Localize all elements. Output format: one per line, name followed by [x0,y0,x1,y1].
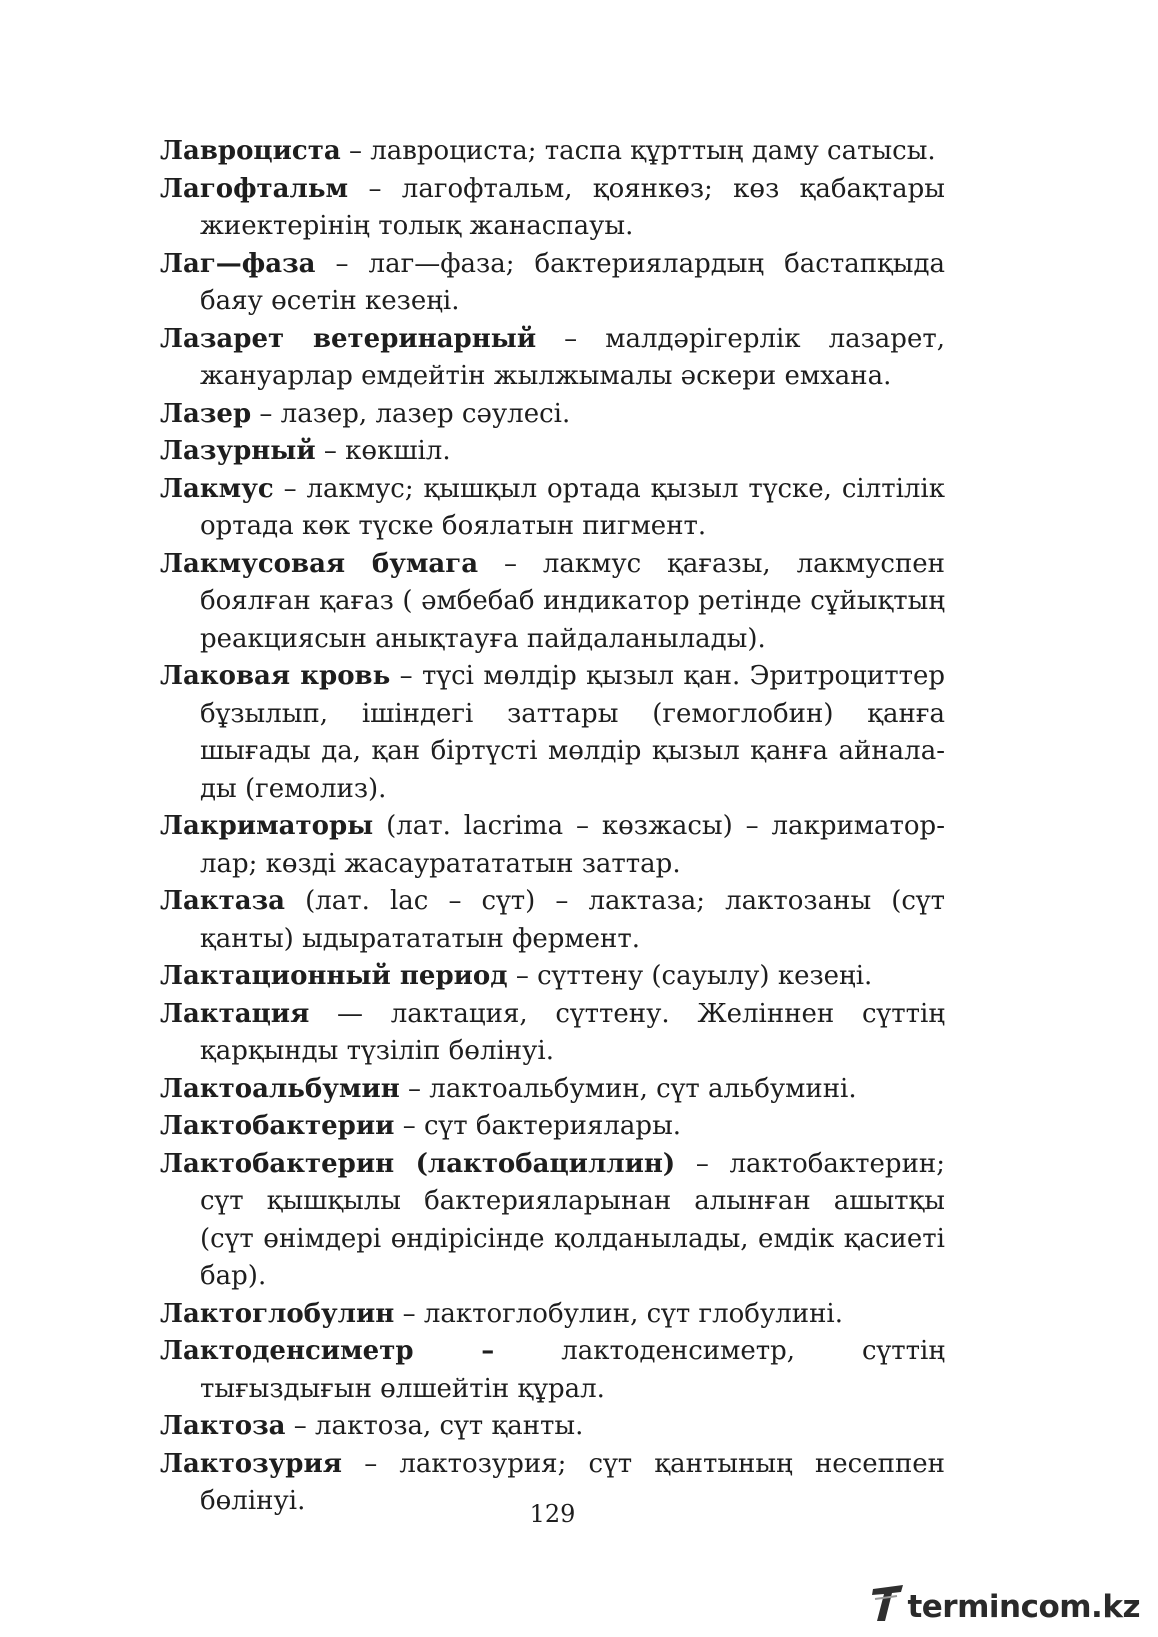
dictionary-entry [160,1108,945,1146]
entry-term: Лактоальбумин [160,1073,400,1104]
watermark-logo [871,1579,1140,1623]
dictionary-entry [160,1333,945,1408]
entry-definition: – лакмус; қышқыл ортада қызыл түске, сілтілік ортада көк түске боялатын пигмент. [200,473,945,541]
entry-term: Лакриматоры [160,811,374,841]
page-number: 129 [529,1500,576,1528]
entry-term: Лазер [160,398,252,429]
entry-term: Лазарет ветеринарный [160,323,537,354]
entry-definition: – лактоглобулин, сүт глобулині. [394,1298,843,1329]
entry-definition: – лактозурия; сүт қантының несеппен бөлінуі. [200,1448,945,1516]
entry-term: Лактоза [160,1411,286,1441]
dictionary-entry [160,958,945,996]
entry-term: Лаковая кровь [160,661,391,691]
dictionary-page [160,133,945,1521]
dictionary-entry [160,658,945,808]
dictionary-entry [160,471,945,546]
dictionary-entry [160,546,945,659]
entry-term: Лакмус [160,473,274,504]
entry-definition: (лат. lac – сүт) – лактаза; лактозаны (сүт қанты) ыдыратататын фермент. [200,886,945,954]
entry-term: Лактоденсиметр – [160,1336,495,1366]
dictionary-entry [160,433,945,471]
dictionary-entry [160,1408,945,1446]
entry-definition: – лактобактерин; сүт қышқылы бактерияларынан алынған ашытқы (сүт өнімдері өндірісінде қолданылады, емдік қасиеті бар). [200,1148,945,1291]
entry-definition: – лазер, лазер сәулесі. [251,398,571,429]
entry-definition: — лактация, сүттену. Желіннен сүттің қарқынды түзіліп бөлінуі. [200,998,945,1066]
entry-definition: – лактоальбумин, сүт альбумині. [399,1073,857,1104]
dictionary-entry [160,246,945,321]
entry-term: Лактоглобулин [160,1298,395,1329]
entry-term: Лаг—фаза [160,248,316,279]
entry-term: Лавроциста [160,136,341,166]
entry-term: Лакмусовая бумага [160,548,479,579]
entry-definition: – сүт бактериялары. [394,1111,682,1141]
entry-definition: – сүттену (сауылу) кезеңі. [507,961,873,991]
entry-term: Лазурный [160,436,316,466]
dictionary-entry [160,171,945,246]
dictionary-entry [160,1146,945,1296]
entry-term: Лактобактерии [160,1111,395,1141]
entry-definition: – малдәрігерлік лазарет, жануарлар емдейтін жылжымалы әскери емхана. [200,323,945,391]
dictionary-entry [160,996,945,1071]
dictionary-entry [160,1296,945,1334]
entry-definition: – лакмус қағазы, лакмуспен боялған қағаз ( әмбебаб индикатор ретінде сұйықтың реакциясын анықтауға пайдаланылады). [200,548,945,654]
entry-term: Лактация [160,998,310,1029]
dictionary-entry [160,133,945,171]
termincom-logo-mark-icon [871,1583,905,1623]
dictionary-entry [160,808,945,883]
watermark-text: termincom.kz [907,1589,1140,1625]
entry-definition: – лаг—фаза; бактериялардың бастапқыда баяу өсетін кезеңі. [200,248,945,316]
entry-term: Лактационный период [160,961,508,991]
dictionary-entry [160,321,945,396]
dictionary-entry [160,396,945,434]
entry-term: Лагофтальм [160,173,349,204]
entry-term: Лактобактерин (лактобациллин) [160,1148,676,1179]
entry-definition: – түсі мөлдір қызыл қан. Эритроциттер бұзылып, ішіндегі заттары (гемоглобин) қанға шығады да, қан біртүсті мөлдір қызыл қанға айналады (гемолиз). [200,661,945,804]
dictionary-entry [160,883,945,958]
entry-term: Лактаза [160,886,286,916]
entry-definition: – лавроциста; таспа құрттың даму сатысы. [340,136,936,166]
dictionary-entry [160,1071,945,1109]
entry-definition: (лат. lacrima – көзжасы) – лакриматорлар; көзді жасауратататын заттар. [200,811,945,879]
entry-definition: – лактоза, сүт қанты. [285,1411,584,1441]
entry-definition: лактоденсиметр, сүттің тығыздығын өлшейтін құрал. [200,1336,945,1404]
entry-term: Лактозурия [160,1448,342,1479]
entry-definition: – лагофтальм, қоянкөз; көз қабақтары жиектерінің толық жанаспауы. [200,173,945,241]
entry-definition: – көкшіл. [315,436,451,466]
